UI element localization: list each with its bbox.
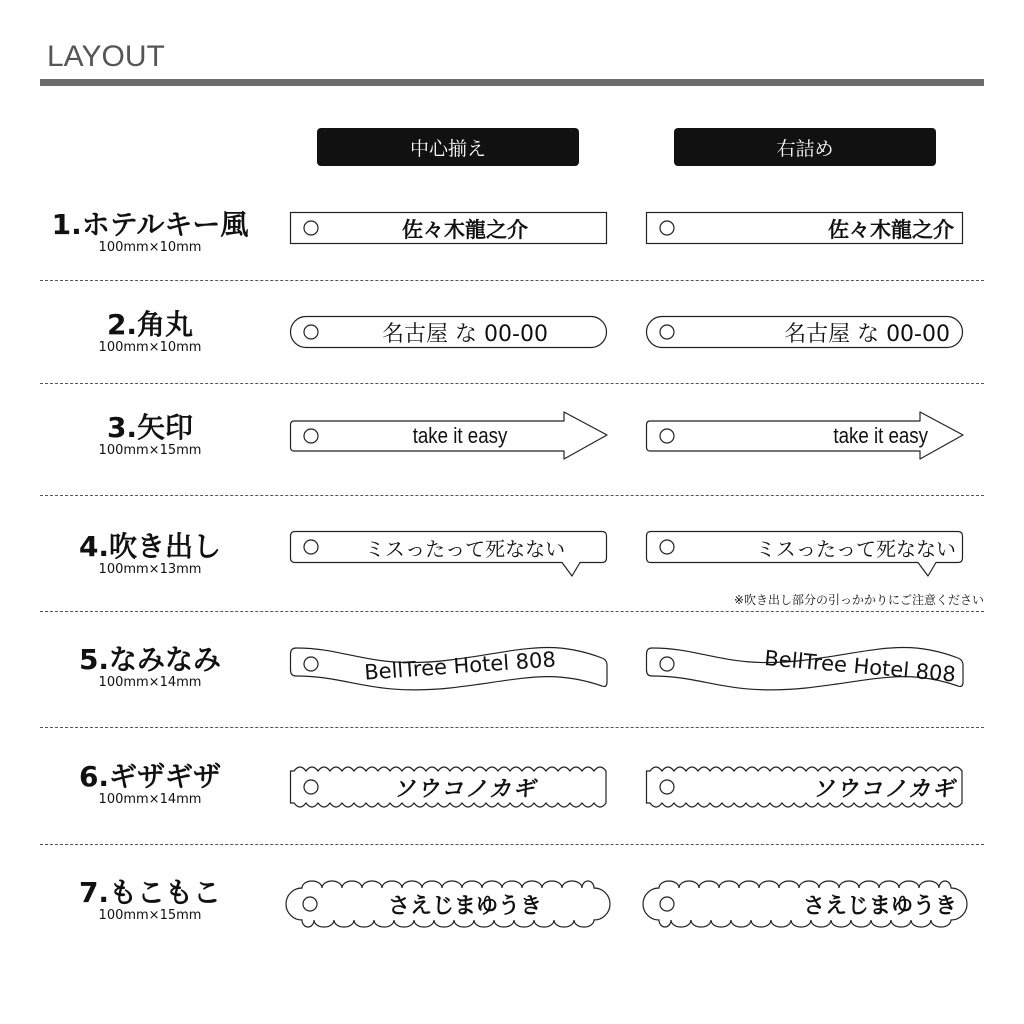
row-4-label (40, 532, 260, 578)
row-6-tag-right (646, 765, 966, 809)
ring-hole-icon (660, 325, 674, 339)
row-3-label (40, 413, 260, 459)
column-header-center: 中心揃え (317, 128, 579, 166)
row-2-name: 2.角丸 (106, 308, 194, 341)
row-6-size: 100mm×14mm (98, 792, 202, 807)
page-title: LAYOUT (47, 40, 165, 73)
row-7-label (40, 878, 260, 924)
ring-hole-icon (660, 780, 674, 794)
row-5-name: 5.なみなみ (78, 643, 222, 676)
row-1-label (40, 210, 260, 256)
row-4-text-right: ミスったって死なない (755, 536, 956, 561)
row-5-text-center: BellTree Hotel 808 (363, 647, 557, 685)
row-5-label (40, 645, 260, 691)
ring-hole-icon (303, 897, 317, 911)
row-6-label (40, 762, 260, 808)
caution-note: ※吹き出し部分の引っかかりにご注意ください (733, 593, 984, 607)
ring-hole-icon (660, 540, 674, 554)
row-1-name: 1.ホテルキー風 (51, 208, 249, 241)
ring-hole-icon (304, 540, 318, 554)
row-7-size: 100mm×15mm (98, 908, 202, 923)
ring-hole-icon (660, 429, 674, 443)
row-4-name: 4.吹き出し (78, 530, 222, 563)
row-4-tag-center (290, 531, 610, 581)
row-2-size: 100mm×10mm (98, 340, 202, 355)
ring-hole-icon (660, 657, 674, 671)
row-1-text-center: 佐々木龍之介 (402, 216, 528, 242)
row-2-label (40, 310, 260, 356)
row-divider (40, 383, 984, 384)
row-3-text-center: take it easy (412, 423, 508, 448)
row-5-text-right: BellTree Hotel 808 (763, 646, 957, 687)
row-1-text-right: 佐々木龍之介 (828, 216, 954, 242)
row-7-tag-center (288, 878, 610, 930)
row-6-text-center: ソウコノカギ (393, 776, 537, 802)
ring-hole-icon (304, 429, 318, 443)
row-6-tag-center (290, 765, 610, 809)
row-5-size: 100mm×14mm (98, 675, 202, 690)
row-7-tag-right (645, 878, 967, 930)
row-5-tag-right (646, 640, 966, 692)
row-divider (40, 844, 984, 845)
row-5-tag-center (290, 640, 610, 692)
row-divider (40, 611, 984, 612)
row-7-name: 7.もこもこ (78, 876, 222, 909)
row-divider (40, 727, 984, 728)
ring-hole-icon (304, 657, 318, 671)
row-2-text-center: 名古屋 な 00-00 (382, 322, 548, 347)
row-4-tag-right (646, 531, 966, 581)
ring-hole-icon (304, 780, 318, 794)
title-underline (40, 79, 984, 86)
row-7-text-center: さえじまゆうき (387, 893, 542, 919)
row-divider (40, 495, 984, 496)
ring-hole-icon (304, 325, 318, 339)
row-1-tag-center (290, 212, 608, 245)
row-2-text-right: 名古屋 な 00-00 (784, 322, 950, 347)
row-1-size: 100mm×10mm (98, 240, 202, 255)
row-6-text-right: ソウコノカギ (812, 776, 956, 802)
ring-hole-icon (660, 897, 674, 911)
row-3-tag-right (646, 411, 966, 461)
row-4-text-center: ミスったって死なない (364, 536, 566, 561)
row-4-size: 100mm×13mm (98, 562, 202, 577)
row-divider (40, 280, 984, 281)
row-6-name: 6.ギザギザ (78, 760, 222, 793)
row-7-text-right: さえじまゆうき (802, 893, 957, 919)
row-3-tag-center (290, 411, 610, 461)
row-1-tag-right (646, 212, 964, 245)
row-3-text-right: take it easy (833, 423, 928, 448)
row-2-tag-center (290, 316, 608, 349)
column-header-right: 右詰め (674, 128, 936, 166)
row-3-name: 3.矢印 (106, 411, 194, 444)
row-2-tag-right (646, 316, 964, 349)
ring-hole-icon (660, 221, 674, 235)
ring-hole-icon (304, 221, 318, 235)
row-3-size: 100mm×15mm (98, 443, 202, 458)
